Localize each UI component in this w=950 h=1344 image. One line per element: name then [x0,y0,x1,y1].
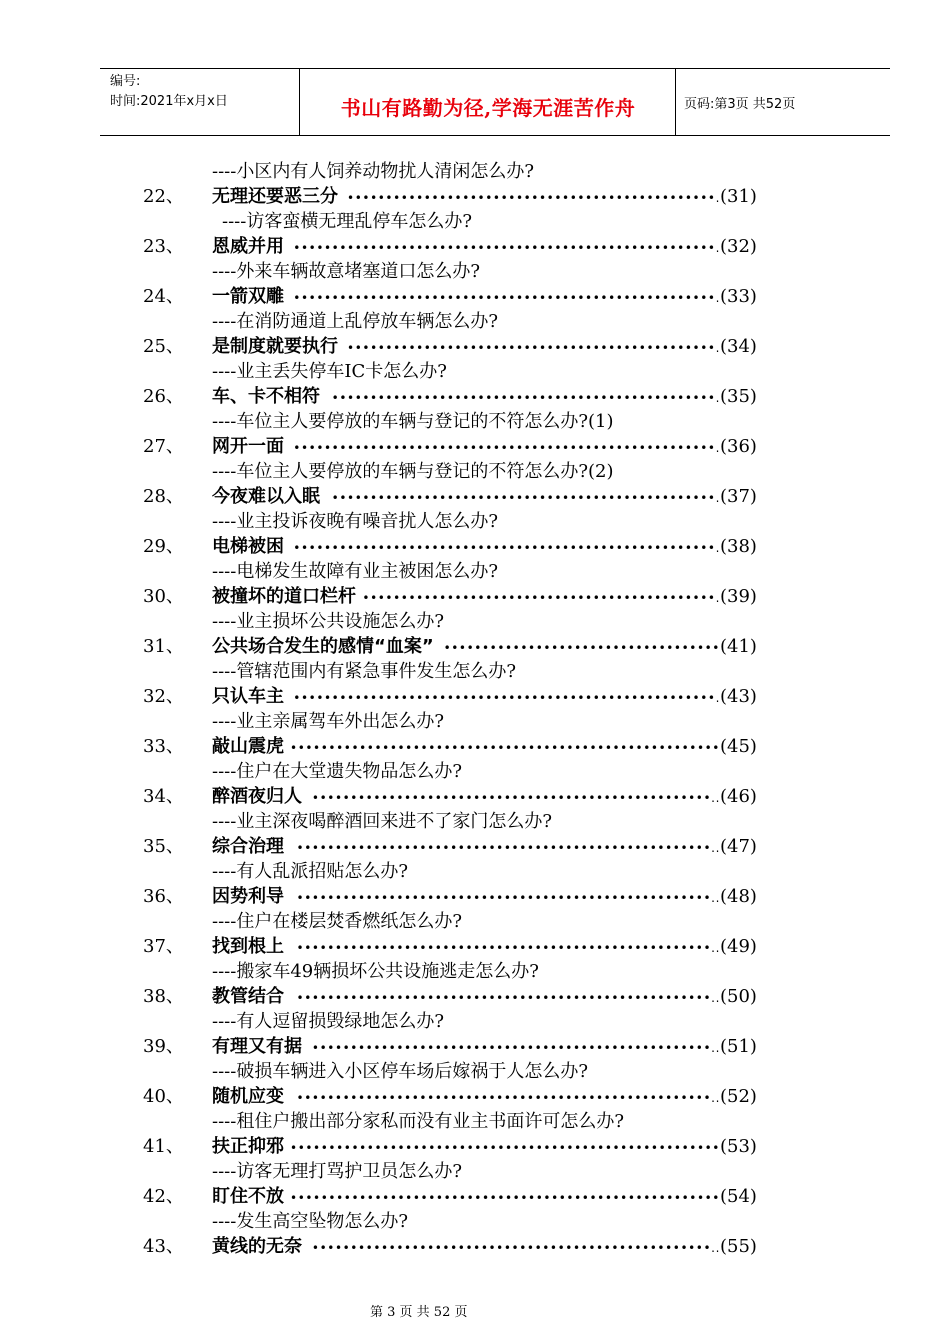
toc-leader-dots: ••••••••••••••••••••••••••••••••••••••••••••••••••. [331,491,720,505]
toc-leader-dots: ••••••••••••••••••••••••••••••••••••••••••••••••••••.. [311,1241,720,1255]
toc-subtitle [0,809,950,834]
toc-entry-page: (53) [720,1136,757,1157]
toc-entry-page: (33) [720,286,757,307]
toc-entry-number: 38、 [143,986,184,1007]
toc-subtitle-text: ----车位主人要停放的车辆与登记的不符怎么办?(2) [212,461,614,482]
toc-entry-page: (31) [720,186,757,207]
toc-entry-number: 24、 [143,286,184,307]
toc-subtitle-text: ----搬家车49辆损坏公共设施逃走怎么办? [212,961,539,982]
table-of-contents [0,159,950,1259]
toc-subtitle-text: ----外来车辆故意堵塞道口怎么办? [212,261,480,282]
toc-subtitle-text: ----发生高空坠物怎么办? [212,1211,408,1232]
toc-entry-title: 被撞坏的道口栏杆 [212,586,356,607]
toc-subtitle [0,509,950,534]
toc-entry-number: 40、 [143,1086,184,1107]
toc-entry[interactable] [0,884,950,909]
header-page-code: 页码:第3页 共52页 [684,96,796,112]
toc-subtitle-text: ----业主丢失停车IC卡怎么办? [212,361,447,382]
toc-entry[interactable] [0,734,950,759]
toc-leader-dots: •••••••••••••••••••••••••••••••••••••••••••••••••••••••• [290,1141,720,1155]
toc-entry-page: (55) [720,1236,757,1257]
toc-entry-page: (54) [720,1186,757,1207]
toc-leader-dots: •••••••••••••••••••••••••••••••••••••••••••••••••••••••. [293,691,720,705]
toc-subtitle-text: ----业主损坏公共设施怎么办? [212,611,444,632]
toc-leader-dots: ••••••••••••••••••••••••••••••••••••••••••••••••••••••.. [296,991,720,1005]
toc-entry-title: 网开一面 [212,436,284,457]
toc-leader-dots: ••••••••••••••••••••••••••••••••••••••••••••••••. [347,341,720,355]
doc-number-label: 编号: [110,74,141,89]
toc-entry[interactable] [0,534,950,559]
toc-entry[interactable] [0,1034,950,1059]
toc-subtitle [0,659,950,684]
toc-entry-page: (50) [720,986,757,1007]
footer-page-info: 第 3 页 共 52 页 [370,1305,468,1320]
toc-entry-page: (41) [720,636,757,657]
toc-leader-dots: ••••••••••••••••••••••••••••••••••••••••••••••••••••••.. [296,1091,720,1105]
toc-subtitle [0,559,950,584]
toc-entry[interactable] [0,434,950,459]
toc-subtitle [0,909,950,934]
toc-leader-dots: •••••••••••••••••••••••••••••••••••••••••••••••••••••••• [290,741,720,755]
toc-entry-number: 43、 [143,1236,184,1257]
toc-entry-number: 29、 [143,536,184,557]
toc-entry-page: (34) [720,336,757,357]
toc-subtitle-text: ----在消防通道上乱停放车辆怎么办? [212,311,498,332]
toc-leader-dots: •••••••••••••••••••••••••••••••••••• [443,641,720,655]
toc-entry-title: 车、卡不相符 [212,386,320,407]
toc-leader-dots: ••••••••••••••••••••••••••••••••••••••••••••••••••••••.. [296,891,720,905]
toc-entry-title: 黄线的无奈 [212,1236,302,1257]
toc-entry-number: 42、 [143,1186,184,1207]
toc-leader-dots: ••••••••••••••••••••••••••••••••••••••••••••••••. [347,191,720,205]
toc-subtitle [0,1159,950,1184]
header-motto: 书山有路勤为径,学海无涯苦作舟 [340,95,636,120]
toc-entry-title: 盯住不放 [212,1186,284,1207]
toc-entry-page: (45) [720,736,757,757]
header-page-code-cell [676,69,890,135]
toc-entry-title: 敲山震虎 [212,736,284,757]
toc-entry-page: (38) [720,536,757,557]
toc-entry-page: (49) [720,936,757,957]
toc-entry-number: 41、 [143,1136,184,1157]
toc-entry-title: 教管结合 [212,986,284,1007]
toc-entry-title: 公共场合发生的感情“血案” [212,636,434,657]
toc-subtitle [0,209,950,234]
toc-entry-number: 31、 [143,636,184,657]
toc-entry-page: (36) [720,436,757,457]
toc-entry-page: (39) [720,586,757,607]
toc-subtitle-text: ----有人逗留损毁绿地怎么办? [212,1011,444,1032]
toc-entry-number: 36、 [143,886,184,907]
toc-entry-page: (32) [720,236,757,257]
toc-entry[interactable] [0,184,950,209]
toc-entry-title: 今夜难以入眠 [212,486,320,507]
toc-entry-number: 28、 [143,486,184,507]
toc-entry[interactable] [0,934,950,959]
toc-entry-number: 22、 [143,186,184,207]
toc-entry-title: 随机应变 [212,1086,284,1107]
toc-entry-page: (47) [720,836,757,857]
toc-subtitle [0,1009,950,1034]
toc-subtitle-text: ----电梯发生故障有业主被困怎么办? [212,561,498,582]
toc-entry[interactable] [0,334,950,359]
toc-entry[interactable] [0,1084,950,1109]
toc-subtitle [0,1109,950,1134]
toc-entry-number: 37、 [143,936,184,957]
toc-subtitle [0,609,950,634]
toc-entry-page: (43) [720,686,757,707]
toc-subtitle [0,1209,950,1234]
toc-leader-dots: •••••••••••••••••••••••••••••••••••••••••••••••••••••••• [290,1191,720,1205]
header-meta [100,69,300,135]
toc-entry[interactable] [0,634,950,659]
toc-subtitle-text: ----小区内有人饲养动物扰人清闲怎么办? [212,161,534,182]
toc-subtitle-text: ----业主亲属驾车外出怎么办? [212,711,444,732]
toc-entry-title: 一箭双雕 [212,286,284,307]
toc-subtitle-text: ----管辖范围内有紧急事件发生怎么办? [212,661,516,682]
toc-leader-dots: ••••••••••••••••••••••••••••••••••••••••••••••••••••.. [311,1041,720,1055]
toc-subtitle [0,759,950,784]
toc-leader-dots: ••••••••••••••••••••••••••••••••••••••••••••••••••••••.. [296,941,720,955]
toc-leader-dots: •••••••••••••••••••••••••••••••••••••••••••••••••••••••. [293,441,720,455]
toc-entry-title: 醉酒夜归人 [212,786,302,807]
toc-subtitle [0,309,950,334]
toc-subtitle-text: ----车位主人要停放的车辆与登记的不符怎么办?(1) [212,411,614,432]
toc-leader-dots: ••••••••••••••••••••••••••••••••••••••••••••••••••••••.. [296,841,720,855]
toc-subtitle-text: ----访客无理打骂护卫员怎么办? [212,1161,462,1182]
toc-entry-page: (52) [720,1086,757,1107]
toc-subtitle [0,409,950,434]
toc-subtitle [0,159,950,184]
toc-entry-title: 综合治理 [212,836,284,857]
toc-entry-number: 23、 [143,236,184,257]
toc-entry-number: 30、 [143,586,184,607]
toc-entry-page: (46) [720,786,757,807]
toc-subtitle-text: ----访客蛮横无理乱停车怎么办? [222,211,472,232]
toc-entry-number: 33、 [143,736,184,757]
toc-entry[interactable] [0,684,950,709]
toc-entry-number: 32、 [143,686,184,707]
toc-subtitle-text: ----住户在大堂遗失物品怎么办? [212,761,462,782]
toc-entry-number: 34、 [143,786,184,807]
toc-entry-title: 因势利导 [212,886,284,907]
toc-subtitle [0,959,950,984]
toc-entry-title: 只认车主 [212,686,284,707]
toc-entry-number: 25、 [143,336,184,357]
toc-entry[interactable] [0,234,950,259]
toc-entry[interactable] [0,1134,950,1159]
toc-entry-page: (37) [720,486,757,507]
page-footer [0,1301,950,1320]
toc-subtitle-text: ----业主深夜喝醉酒回来进不了家门怎么办? [212,811,552,832]
toc-entry[interactable] [0,1234,950,1259]
toc-leader-dots: ••••••••••••••••••••••••••••••••••••••••••••••. [362,591,720,605]
toc-entry-title: 扶正抑邪 [212,1136,284,1157]
toc-entry[interactable] [0,584,950,609]
toc-entry-page: (48) [720,886,757,907]
toc-subtitle-text: ----破损车辆进入小区停车场后嫁祸于人怎么办? [212,1061,588,1082]
page-header [100,68,890,136]
toc-entry[interactable] [0,1184,950,1209]
toc-subtitle [0,709,950,734]
toc-leader-dots: ••••••••••••••••••••••••••••••••••••••••••••••••••. [331,391,720,405]
toc-entry-title: 恩威并用 [212,236,284,257]
toc-subtitle [0,359,950,384]
toc-entry[interactable] [0,834,950,859]
toc-entry[interactable] [0,384,950,409]
toc-entry-number: 39、 [143,1036,184,1057]
toc-leader-dots: ••••••••••••••••••••••••••••••••••••••••••••••••••••.. [311,791,720,805]
toc-subtitle [0,459,950,484]
toc-leader-dots: •••••••••••••••••••••••••••••••••••••••••••••••••••••••. [293,541,720,555]
toc-entry[interactable] [0,484,950,509]
toc-entry-number: 35、 [143,836,184,857]
doc-time-label: 时间:2021年x月x日 [110,94,228,109]
toc-entry-page: (51) [720,1036,757,1057]
toc-entry-title: 找到根上 [212,936,284,957]
toc-subtitle-text: ----租住户搬出部分家私而没有业主书面许可怎么办? [212,1111,624,1132]
toc-leader-dots: •••••••••••••••••••••••••••••••••••••••••••••••••••••••. [293,291,720,305]
toc-entry-page: (35) [720,386,757,407]
toc-entry[interactable] [0,984,950,1009]
header-motto-cell [301,69,676,135]
toc-entry-title: 是制度就要执行 [212,336,338,357]
toc-entry-title: 电梯被困 [212,536,284,557]
toc-subtitle-text: ----住户在楼层焚香燃纸怎么办? [212,911,462,932]
toc-subtitle [0,1059,950,1084]
toc-leader-dots: •••••••••••••••••••••••••••••••••••••••••••••••••••••••. [293,241,720,255]
toc-subtitle-text: ----业主投诉夜晚有噪音扰人怎么办? [212,511,498,532]
toc-subtitle-text: ----有人乱派招贴怎么办? [212,861,408,882]
toc-entry-number: 26、 [143,386,184,407]
toc-entry-number: 27、 [143,436,184,457]
toc-entry[interactable] [0,784,950,809]
toc-entry[interactable] [0,284,950,309]
toc-entry-title: 无理还要恶三分 [212,186,338,207]
toc-entry-title: 有理又有据 [212,1036,302,1057]
toc-subtitle [0,259,950,284]
toc-subtitle [0,859,950,884]
